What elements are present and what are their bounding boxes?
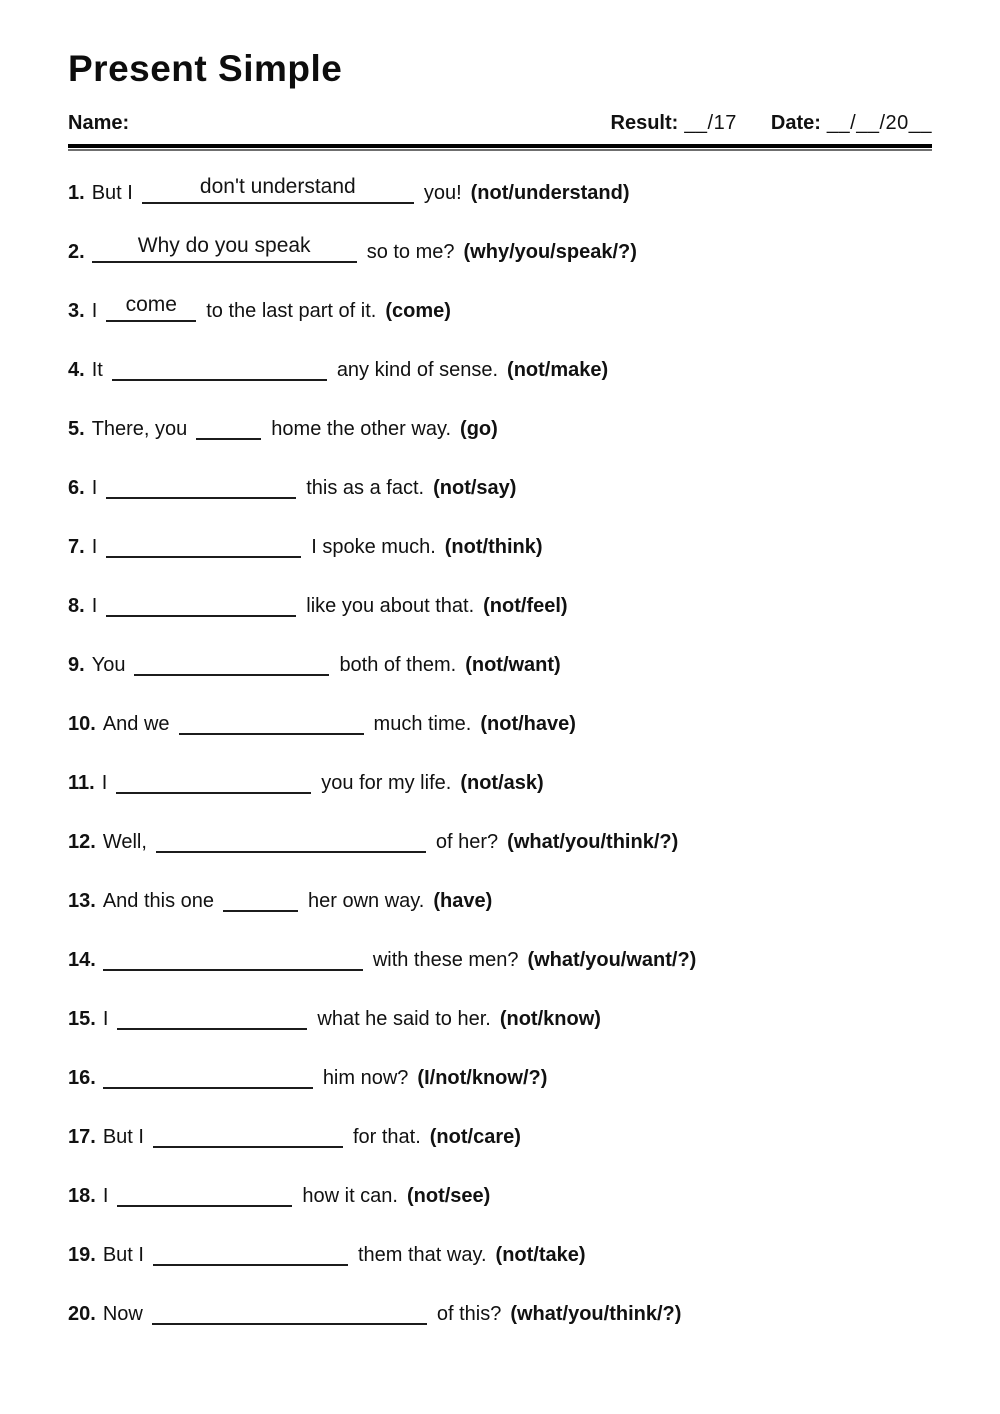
name-field [68,112,129,135]
question-number: 2. [68,241,85,263]
answer-blank[interactable] [103,1082,313,1089]
question-row [68,293,932,323]
question-text-before-blank: I [102,1008,109,1030]
question-text-after-blank: you! [423,182,462,204]
verb-hint: (not/know) [499,1008,601,1030]
question-text-after-blank: of this? [436,1303,502,1325]
answer-blank[interactable] [112,374,327,381]
question-text-before-blank: You [91,654,126,676]
answer-blank[interactable] [103,964,363,971]
verb-hint: (not/see) [406,1185,491,1207]
question-text-before-blank: But I [91,182,133,204]
question-text-after-blank: much time. [373,713,472,735]
answer-blank[interactable] [106,492,296,499]
question-text-before-blank: I [102,1185,109,1207]
answer-blank[interactable] [106,551,301,558]
answer-blank[interactable] [142,175,414,204]
question-text-before-blank: I [91,595,98,617]
question-row [68,1125,932,1149]
question-text-after-blank: to the last part of it. [206,300,377,322]
verb-hint: (not/want) [465,654,561,676]
answer-blank[interactable] [117,1023,307,1030]
question-number: 19. [68,1244,96,1266]
answer-text: don't understand [199,175,356,198]
question-text-before-blank: It [91,359,103,381]
verb-hint: (not/say) [433,477,517,499]
verb-hint: (go) [460,418,498,440]
question-number: 15. [68,1008,96,1030]
question-number: 4. [68,359,85,381]
date-value: __/__/20__ [826,112,932,134]
verb-hint: (why/you/speak/?) [463,241,637,263]
question-number: 3. [68,300,85,322]
answer-text: come [125,293,177,316]
question-text-before-blank: There, you [91,418,188,440]
question-number: 11. [68,772,95,794]
answer-blank[interactable] [106,610,296,617]
question-row [68,476,932,500]
question-number: 18. [68,1185,96,1207]
question-row [68,712,932,736]
question-number: 5. [68,418,85,440]
question-row [68,234,932,264]
question-text-after-blank: with these men? [372,949,519,971]
question-row [68,653,932,677]
question-text-after-blank: this as a fact. [306,477,425,499]
question-text-after-blank: for that. [352,1126,421,1148]
verb-hint: (not/feel) [483,595,568,617]
question-number: 10. [68,713,96,735]
question-text-before-blank: And we [102,713,170,735]
question-text-before-blank: But I [102,1126,144,1148]
answer-blank[interactable] [116,787,311,794]
header-divider [68,144,932,151]
date-label: Date: [770,112,821,134]
question-text-before-blank: I [101,772,108,794]
verb-hint: (not/understand) [470,182,630,204]
meta-right-group [611,112,932,135]
question-text-after-blank: her own way. [308,890,425,912]
question-text-after-blank: like you about that. [306,595,475,617]
question-row [68,535,932,559]
question-row [68,417,932,441]
question-number: 8. [68,595,85,617]
result-value: __/17 [684,112,737,134]
verb-hint: (I/not/know/?) [417,1067,548,1089]
question-text-before-blank: And this one [102,890,215,912]
question-row [68,594,932,618]
answer-blank[interactable] [179,728,364,735]
question-text-after-blank: of her? [435,831,499,853]
question-list [68,175,932,1326]
question-number: 6. [68,477,85,499]
answer-blank[interactable] [92,234,357,263]
answer-blank[interactable] [153,1259,348,1266]
verb-hint: (what/you/think/?) [510,1303,682,1325]
question-text-before-blank: But I [102,1244,144,1266]
question-number: 12. [68,831,96,853]
question-number: 17. [68,1126,96,1148]
answer-blank[interactable] [152,1318,427,1325]
question-number: 14. [68,949,96,971]
question-text-before-blank: Well, [102,831,147,853]
question-text-after-blank: how it can. [302,1185,398,1207]
question-text-after-blank: home the other way. [271,418,452,440]
question-row [68,1007,932,1031]
question-number: 9. [68,654,85,676]
answer-blank[interactable] [153,1141,343,1148]
date-field [771,112,932,135]
verb-hint: (not/make) [507,359,609,381]
answer-blank[interactable] [117,1200,292,1207]
question-row [68,1302,932,1326]
result-label: Result: [610,112,679,134]
question-row [68,1184,932,1208]
verb-hint: (not/care) [429,1126,521,1148]
question-number: 13. [68,890,96,912]
question-row [68,358,932,382]
verb-hint: (come) [385,300,451,322]
answer-blank[interactable] [156,846,426,853]
question-number: 20. [68,1303,96,1325]
verb-hint: (not/take) [495,1244,586,1266]
question-text-before-blank: I [91,536,98,558]
answer-text: Why do you speak [137,234,311,257]
question-row [68,1066,932,1090]
verb-hint: (have) [433,890,493,912]
answer-blank[interactable] [223,905,298,912]
verb-hint: (what/you/want/?) [527,949,697,971]
question-text-after-blank: any kind of sense. [336,359,499,381]
question-text-after-blank: I spoke much. [311,536,436,558]
verb-hint: (not/ask) [460,772,544,794]
answer-blank[interactable] [134,669,329,676]
name-label: Name: [68,112,130,134]
question-text-after-blank: so to me? [366,241,455,263]
question-row [68,889,932,913]
answer-blank[interactable] [106,293,196,322]
question-row [68,948,932,972]
question-text-after-blank: them that way. [357,1244,487,1266]
question-text-before-blank: Now [102,1303,143,1325]
question-text-after-blank: you for my life. [321,772,452,794]
question-number: 7. [68,536,85,558]
question-row [68,1243,932,1267]
verb-hint: (not/have) [480,713,576,735]
page-title: Present Simple [68,48,343,89]
question-text-before-blank: I [91,477,98,499]
verb-hint: (not/think) [444,536,543,558]
question-text-before-blank: I [91,300,98,322]
question-row [68,175,932,205]
worksheet-meta [68,112,932,135]
question-text-after-blank: what he said to her. [317,1008,491,1030]
result-field [611,112,737,135]
answer-blank[interactable] [196,433,261,440]
question-number: 16. [68,1067,96,1089]
verb-hint: (what/you/think/?) [507,831,679,853]
question-number: 1. [68,182,85,204]
question-row [68,830,932,854]
question-text-after-blank: both of them. [339,654,457,676]
question-text-after-blank: him now? [322,1067,409,1089]
question-row [68,771,932,795]
